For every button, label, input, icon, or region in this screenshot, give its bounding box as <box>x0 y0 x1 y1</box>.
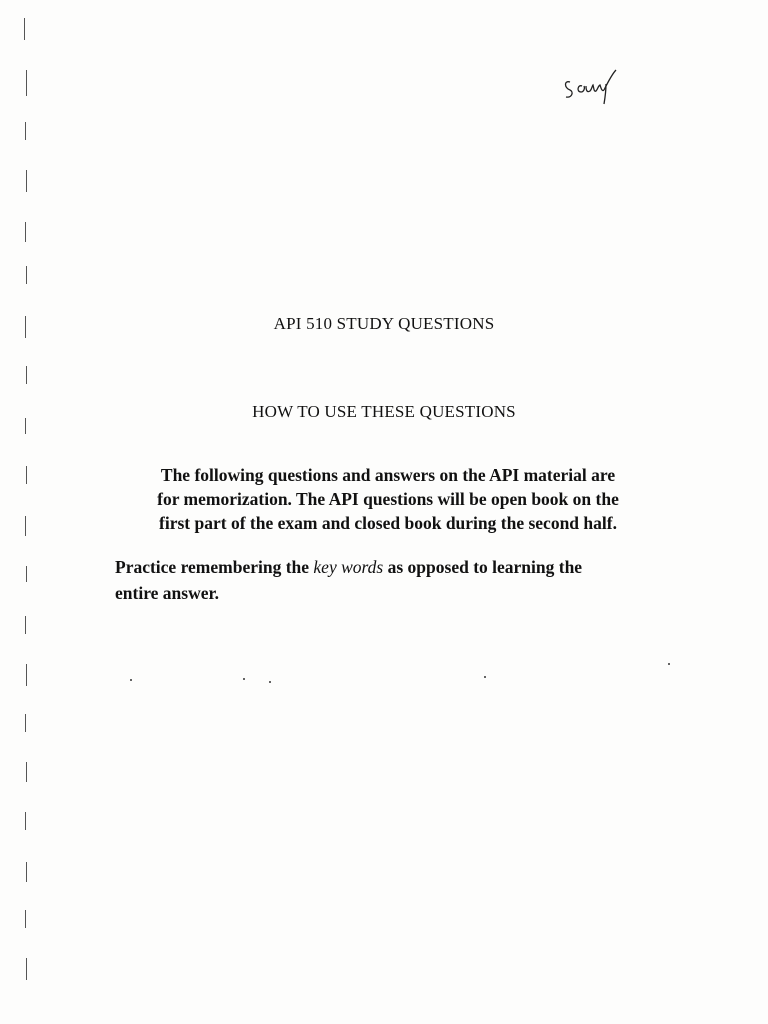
scan-speck <box>269 681 271 683</box>
instructions-paragraph <box>100 463 676 535</box>
scan-speck <box>243 678 245 680</box>
emphasis-text: key words <box>313 557 384 577</box>
document-title: API 510 STUDY QUESTIONS <box>273 314 495 333</box>
document-subtitle: HOW TO USE THESE QUESTIONS <box>252 402 516 421</box>
scan-edge-artifacts <box>0 0 40 1024</box>
scan-speck <box>668 663 670 665</box>
handwritten-signature <box>560 64 620 108</box>
practice-paragraph <box>115 554 695 606</box>
scan-speck <box>484 676 486 678</box>
paragraph-line: The following questions and answers on the API material are <box>160 465 616 485</box>
paragraph-line: entire answer. <box>115 583 220 603</box>
paragraph-line: for memorization. The API questions will be open book on the <box>157 489 619 509</box>
paragraph-text: Practice remembering the <box>115 557 314 577</box>
scan-speck <box>130 679 132 681</box>
paragraph-text: as opposed to learning the <box>383 557 583 577</box>
paragraph-line: first part of the exam and closed book during the second half. <box>159 513 617 533</box>
